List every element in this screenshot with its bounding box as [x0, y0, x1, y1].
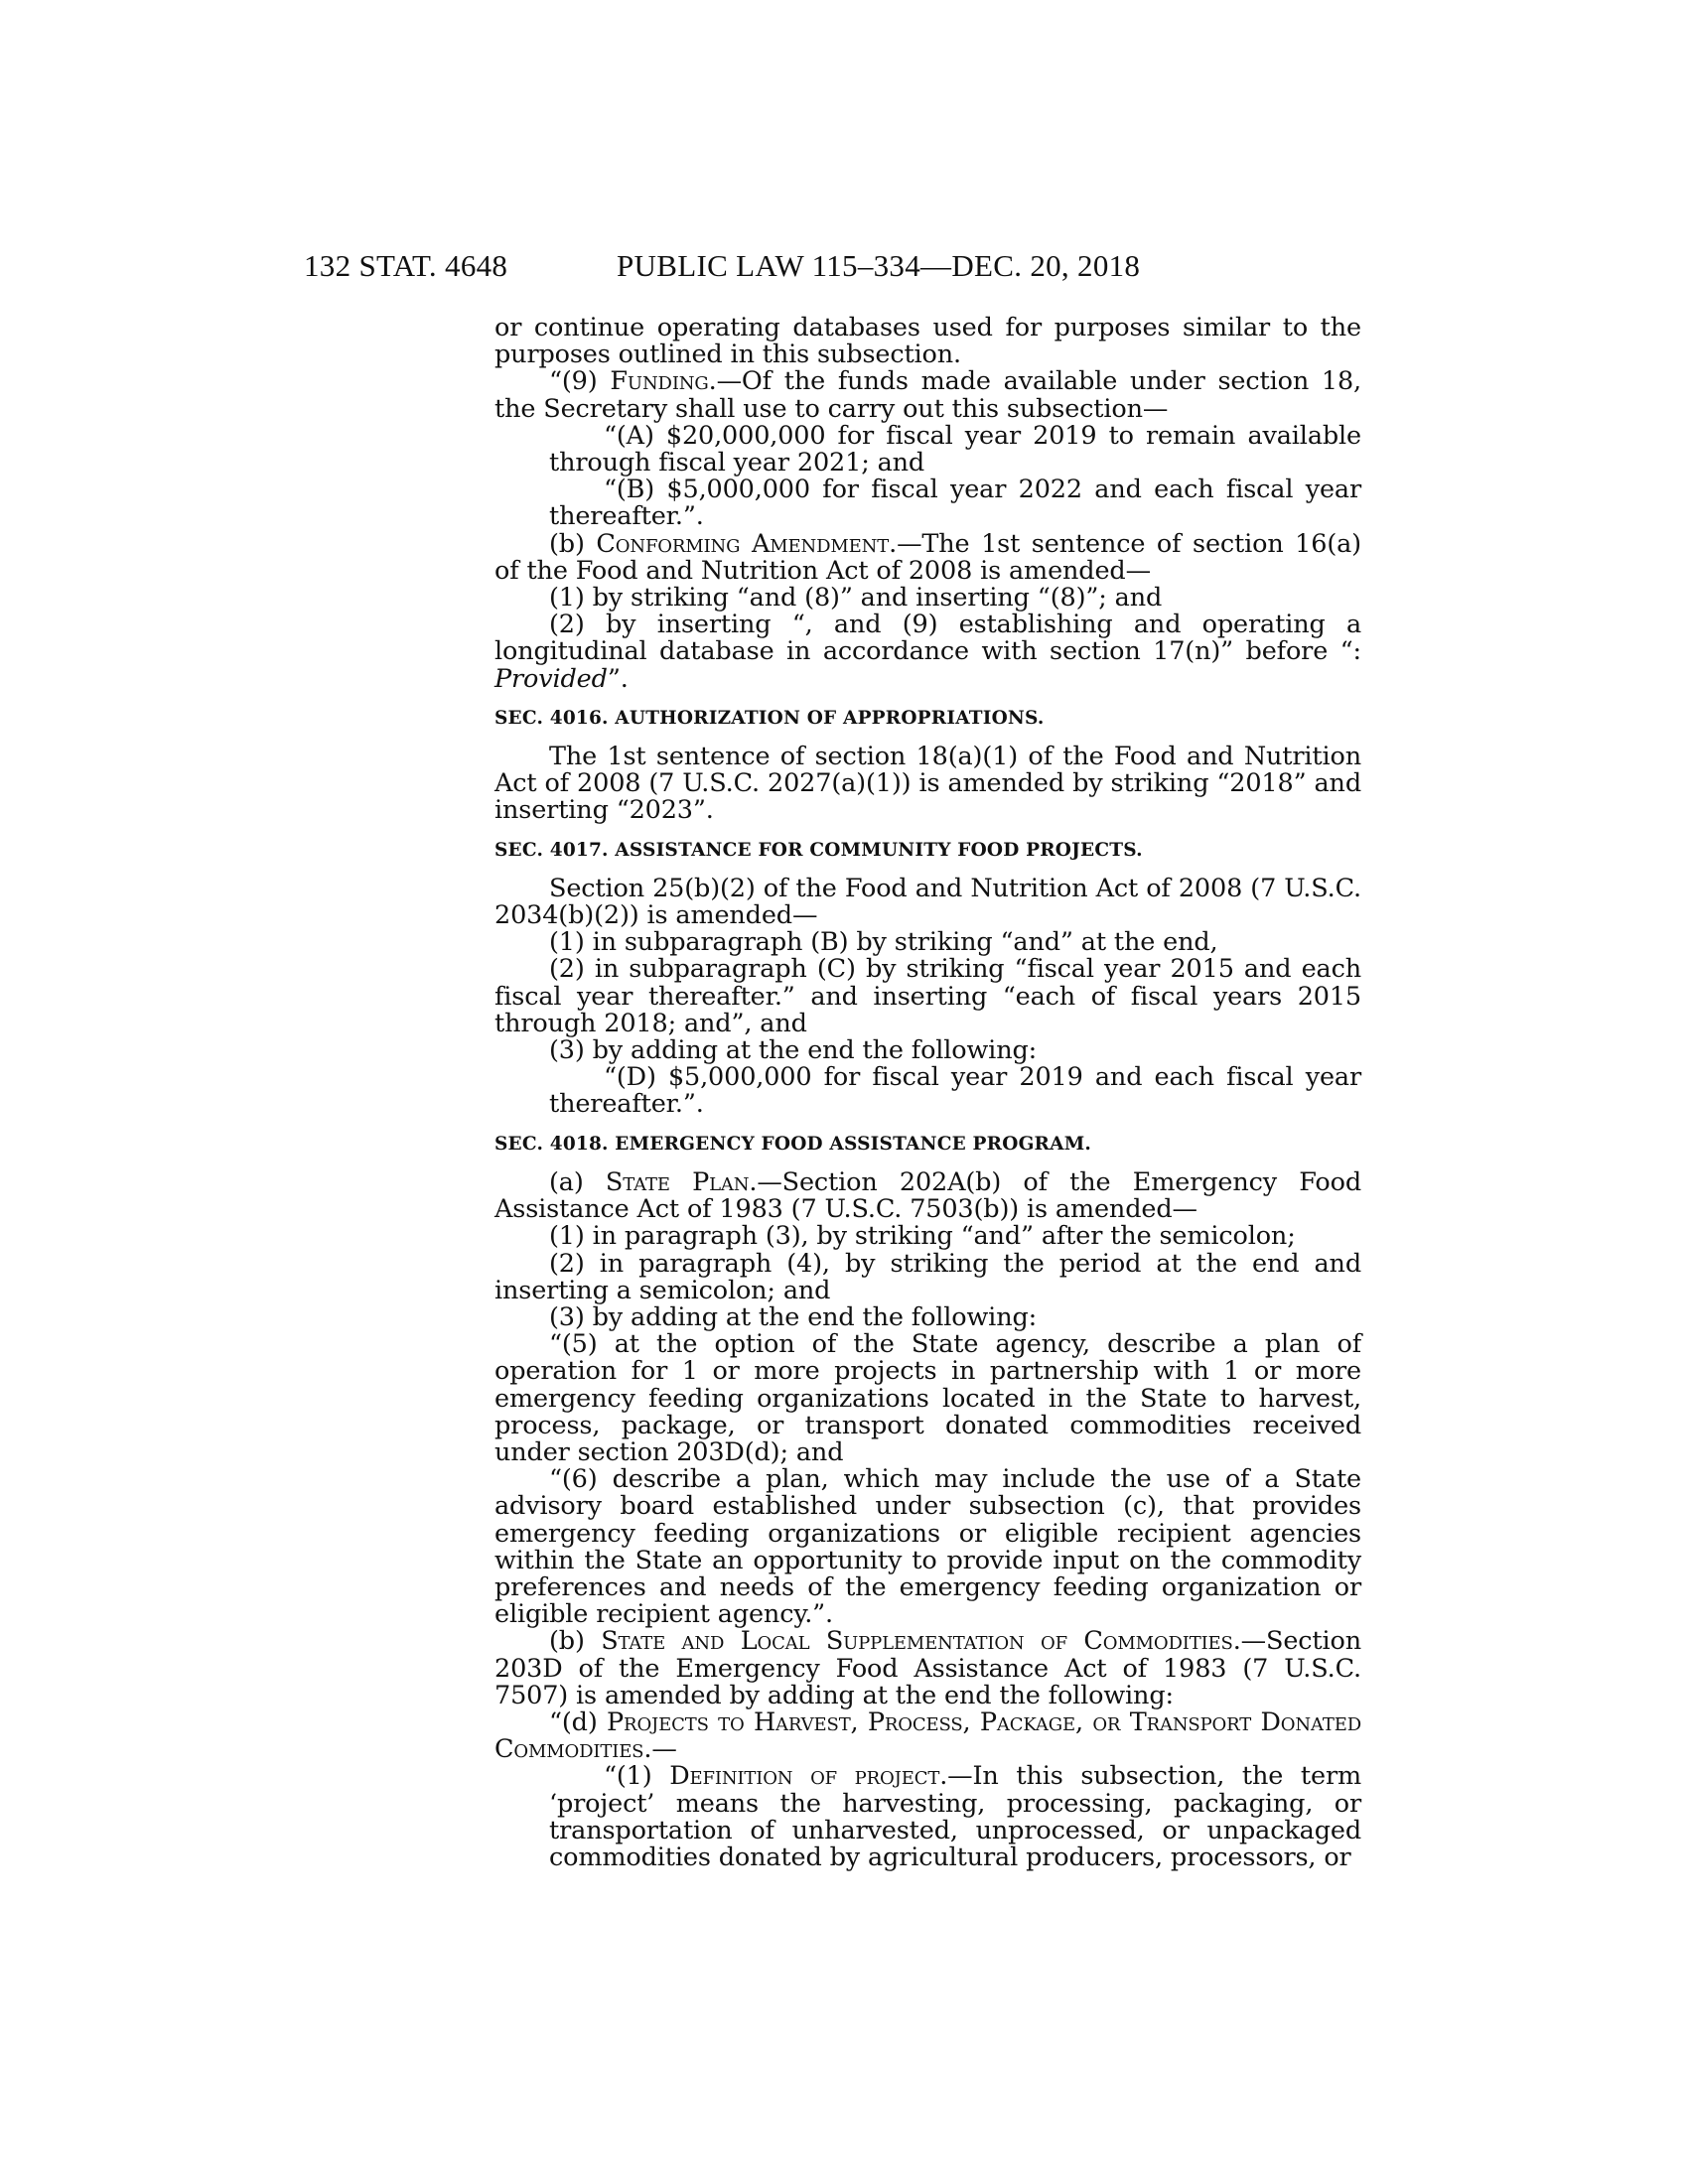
amendment-item-2: (2) by inserting “, and (9) establishing and operating a longitudinal database in accordance with section 17(n)” before “: Provided”.	[494, 610, 1361, 694]
section-4017-subparagraph-d: “(D) $5,000,000 for fiscal year 2019 and each fiscal year thereafter.”.	[549, 1062, 1361, 1120]
state-plan-item-2: (2) in paragraph (4), by striking the period at the end and inserting a semicolon; and	[494, 1248, 1361, 1305]
paragraph-state-plan: (a) State Plan.—Section 202A(b) of the Emergency Food Assistance Act of 1983 (7 U.S.C. 7503(b)) is amended—	[494, 1166, 1362, 1225]
page-header	[304, 248, 1217, 288]
projects-heading: Projects to Harvest, Process, Package, or Transport Donated Commodities	[494, 1706, 1361, 1765]
funding-heading: Funding	[610, 366, 709, 397]
definition-heading: Definition of project	[669, 1761, 940, 1792]
supplementation-heading: State and Local Supplementation of Commodities	[601, 1626, 1233, 1657]
subparagraph-b: “(B) $5,000,000 for fiscal year 2022 and each fiscal year thereafter.”.	[549, 475, 1361, 532]
section-4017-item-2: (2) in subparagraph (C) by striking “fiscal year 2015 and each fiscal year thereafter.” and inserting “each of fiscal years 2015 through 2018; and”, and	[494, 954, 1361, 1038]
stat-page-number: 132 STAT. 4648	[304, 248, 508, 283]
paragraph-supplementation: (b) State and Local Supplementation of Commodities.—Section 203D of the Emergency Food Assistance Act of 1983 (7 U.S.C. 7507) is amended by adding at the end the following:	[494, 1626, 1361, 1710]
paragraph-continuation: or continue operating databases used for purposes similar to the purposes outlined in this subsection.	[494, 313, 1361, 370]
state-plan-item-1: (1) in paragraph (3), by striking “and” after the semicolon;	[549, 1221, 1296, 1252]
document-body	[494, 315, 1361, 1871]
section-4016-text: The 1st sentence of section 18(a)(1) of the Food and Nutrition Act of 2008 (7 U.S.C. 2027(a)(1)) is amended by striking “2018” and inserting “2023”.	[494, 742, 1361, 826]
paragraph-funding: “(9) Funding.—Of the funds made available under section 18, the Secretary shall use to carry out this subsection—	[494, 366, 1361, 424]
section-4017-text: Section 25(b)(2) of the Food and Nutrition Act of 2008 (7 U.S.C. 2034(b)(2)) is amended—	[494, 873, 1361, 931]
public-law-title: PUBLIC LAW 115–334—DEC. 20, 2018	[617, 248, 1141, 283]
state-plan-paragraph-6: “(6) describe a plan, which may include the use of a State advisory board established under subsection (c), that provides emergency feeding organizations or eligible recipient agencies within the State an opportunity to provide input on the commodity preferences and needs of the emergency feeding organization or eligible recipient agency.”.	[494, 1464, 1361, 1630]
section-heading-4018: SEC. 4018. EMERGENCY FOOD ASSISTANCE PROGRAM.	[494, 1133, 1092, 1155]
state-plan-heading: State Plan	[605, 1166, 750, 1197]
section-heading-4017: SEC. 4017. ASSISTANCE FOR COMMUNITY FOOD PROJECTS.	[494, 839, 1143, 861]
subparagraph-a: “(A) $20,000,000 for fiscal year 2019 to remain available through fiscal year 2021; and	[549, 420, 1361, 478]
amendment-item-1: (1) by striking “and (8)” and inserting “(8)”; and	[549, 583, 1163, 614]
paragraph-projects: “(d) Projects to Harvest, Process, Package, or Transport Donated Commodities.—	[494, 1706, 1361, 1765]
paragraph-definition-of-project: “(1) Definition of project.—In this subsection, the term ‘project’ means the harvesting, processing, packaging, or transportation of unharvested, unprocessed, or unpackaged commodities donated by agricultural producers, processors, or	[549, 1761, 1362, 1872]
section-4017-item-3: (3) by adding at the end the following:	[549, 1035, 1038, 1066]
state-plan-paragraph-5: “(5) at the option of the State agency, describe a plan of operation for 1 or more projects in partnership with 1 or more emergency feeding organizations located in the State to harvest, process, package, or transport donated commodities received under section 203D(d); and	[494, 1329, 1361, 1467]
paragraph-conforming-amendment: (b) Conforming Amendment.—The 1st sentence of section 16(a) of the Food and Nutrition Act of 2008 is amended—	[494, 528, 1361, 586]
conforming-amendment-heading: Conforming Amendment	[596, 528, 890, 559]
section-heading-4016: SEC. 4016. AUTHORIZATION OF APPROPRIATIONS.	[494, 707, 1045, 729]
section-4017-item-1: (1) in subparagraph (B) by striking “and” at the end,	[549, 927, 1218, 958]
state-plan-item-3: (3) by adding at the end the following:	[549, 1301, 1038, 1332]
